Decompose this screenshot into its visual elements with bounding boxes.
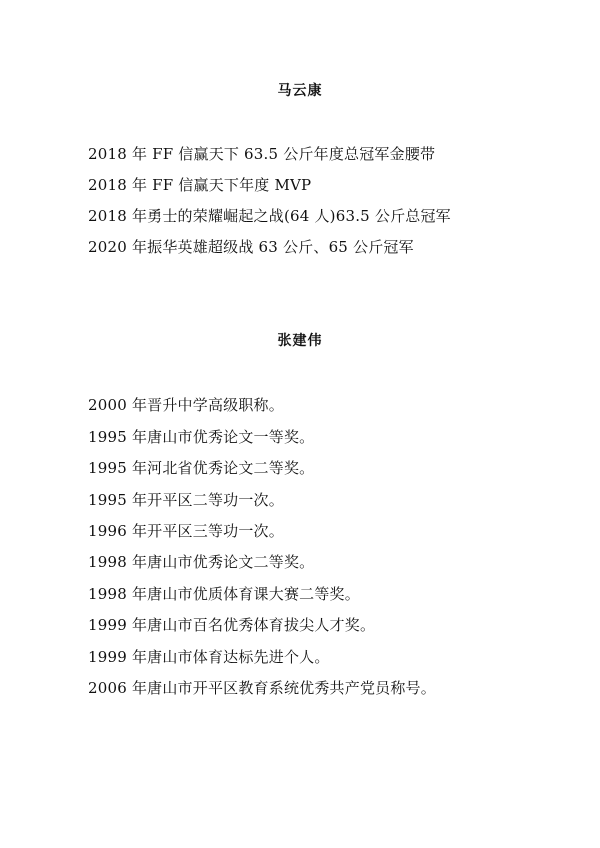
award-entry: 1996 年开平区三等功一次。	[88, 522, 284, 540]
award-entry: 2018 年勇士的荣耀崛起之战(64 人)63.5 公斤总冠军	[88, 207, 451, 225]
award-entry: 2006 年唐山市开平区教育系统优秀共产党员称号。	[88, 679, 436, 697]
award-entry: 1999 年唐山市体育达标先进个人。	[88, 648, 330, 666]
award-entry: 2018 年 FF 信赢天下 63.5 公斤年度总冠军金腰带	[88, 145, 436, 163]
award-entry: 1995 年河北省优秀论文二等奖。	[88, 459, 315, 477]
award-entry: 1998 年唐山市优秀论文二等奖。	[88, 553, 315, 571]
award-entry: 1995 年唐山市优秀论文一等奖。	[88, 428, 315, 446]
award-entry: 2000 年晋升中学高级职称。	[88, 396, 284, 414]
award-entry: 2020 年振华英雄超级战 63 公斤、65 公斤冠军	[88, 238, 414, 256]
section-title-zhang-jianwei: 张建伟	[277, 333, 323, 349]
award-entry: 1999 年唐山市百名优秀体育拔尖人才奖。	[88, 616, 376, 634]
section-title-ma-yunkang: 马云康	[277, 83, 323, 99]
award-entry: 1995 年开平区二等功一次。	[88, 491, 284, 509]
award-entry: 2018 年 FF 信赢天下年度 MVP	[88, 176, 312, 194]
award-entry: 1998 年唐山市优质体育课大赛二等奖。	[88, 585, 360, 603]
